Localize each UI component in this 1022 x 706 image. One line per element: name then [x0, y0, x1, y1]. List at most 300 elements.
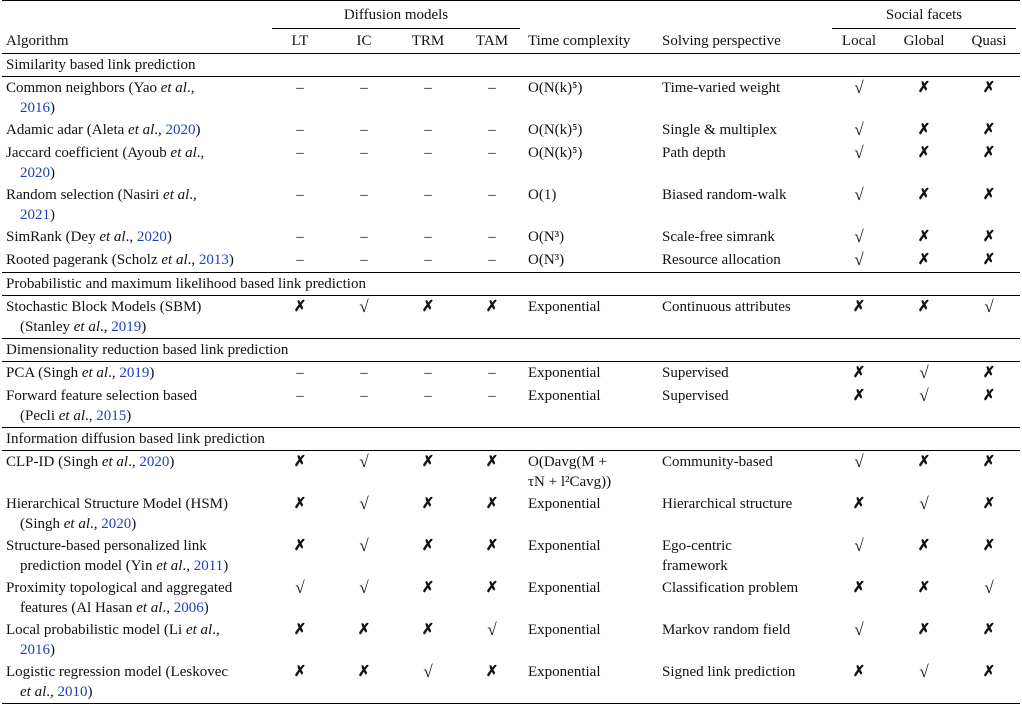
cross-mark-icon: ✗	[293, 454, 307, 470]
algorithm-cell	[2, 249, 268, 273]
local-cell	[828, 661, 890, 704]
tam-cell	[460, 493, 524, 535]
check-mark-icon: √	[854, 536, 864, 555]
local-cell	[828, 385, 890, 428]
time-line-continued	[528, 472, 654, 492]
cross-mark-icon: ✗	[421, 496, 435, 512]
quasi-cell	[958, 577, 1020, 619]
cross-mark-icon: ✗	[293, 496, 307, 512]
time-complexity-cell	[524, 619, 658, 661]
dash-text: –	[424, 252, 432, 268]
algorithm-text: )	[131, 516, 137, 532]
table-row	[2, 535, 1020, 577]
algorithm-text: Rooted pagerank (Scholz	[6, 252, 162, 268]
dash-text: –	[424, 80, 432, 96]
algorithm-text: .,	[46, 684, 58, 700]
col-global: Global	[890, 29, 958, 54]
cross-mark-icon: ✗	[421, 538, 435, 554]
algorithm-cell	[2, 493, 268, 535]
algorithm-text: Common neighbors (Yao	[6, 80, 161, 96]
check-mark-icon: √	[854, 185, 864, 204]
check-mark-icon: √	[854, 250, 864, 269]
global-cell	[890, 142, 958, 184]
et-al-text: et al	[128, 122, 155, 138]
cross-mark-icon: ✗	[485, 580, 499, 596]
dash-text: –	[360, 229, 368, 245]
table-row	[2, 296, 1020, 339]
table-row	[2, 451, 1020, 494]
algorithm-text: Hierarchical Structure Model (HSM)	[6, 496, 229, 512]
solving-perspective-cell	[658, 119, 828, 142]
et-al-text: et al	[156, 558, 183, 574]
social-facets-header: Social facets	[832, 2, 1016, 29]
cross-mark-icon: ✗	[917, 145, 931, 161]
quasi-cell	[958, 619, 1020, 661]
cross-mark-icon: ✗	[982, 664, 996, 680]
global-cell	[890, 296, 958, 339]
cross-mark-icon: ✗	[982, 187, 996, 203]
local-cell	[828, 451, 890, 494]
time-line	[528, 578, 654, 598]
solving-text: Continuous attributes	[662, 299, 791, 315]
dash-text: –	[296, 122, 304, 138]
time-complexity-cell	[524, 142, 658, 184]
algorithm-text: )	[50, 100, 55, 116]
cross-mark-icon: ✗	[982, 80, 996, 96]
check-mark-icon: √	[919, 386, 929, 405]
check-mark-icon: √	[359, 536, 369, 555]
cross-mark-icon: ✗	[485, 496, 499, 512]
quasi-cell	[958, 535, 1020, 577]
table-row	[2, 619, 1020, 661]
tam-cell	[460, 296, 524, 339]
ic-cell	[332, 619, 396, 661]
solving-text: Path depth	[662, 145, 726, 161]
citation-year-link[interactable]: 2021	[20, 207, 50, 223]
section-title: Information diffusion based link prediction	[2, 428, 1020, 451]
section-title: Similarity based link prediction	[2, 54, 1020, 77]
citation-year-link[interactable]: 2020	[165, 122, 196, 138]
algorithm-text: features (Al Hasan	[20, 600, 137, 616]
section-title: Dimensionality reduction based link prediction	[2, 339, 1020, 362]
solving-perspective-cell	[658, 577, 828, 619]
global-cell	[890, 119, 958, 142]
trm-cell	[396, 226, 460, 249]
algorithm-line	[6, 494, 264, 514]
time-complexity-cell	[524, 226, 658, 249]
dash-text: –	[360, 365, 368, 381]
time-complexity-cell	[524, 119, 658, 142]
check-mark-icon: √	[984, 297, 994, 316]
algorithm-line-continued	[6, 317, 264, 337]
check-mark-icon: √	[854, 227, 864, 246]
solving-perspective-cell	[658, 77, 828, 120]
solving-text: Time-varied weight	[662, 80, 781, 96]
local-cell	[828, 577, 890, 619]
time-line	[528, 363, 654, 383]
algorithm-text: )	[149, 365, 155, 381]
et-al-text: et al	[161, 252, 188, 268]
algorithm-line-continued	[6, 640, 264, 660]
check-mark-icon: √	[295, 578, 305, 597]
dash-text: –	[488, 365, 496, 381]
algorithm-text: Structure-based personalized link	[6, 538, 207, 554]
solving-perspective-cell	[658, 362, 828, 386]
cross-mark-icon: ✗	[917, 299, 931, 315]
algorithm-text: .,	[100, 319, 112, 335]
table-row	[2, 385, 1020, 428]
algorithm-text: Logistic regression model (Leskovec	[6, 664, 229, 680]
dash-text: –	[424, 187, 432, 203]
quasi-cell	[958, 296, 1020, 339]
check-mark-icon: √	[359, 578, 369, 597]
time-line	[528, 494, 654, 514]
time-complexity-text: Exponential	[528, 299, 601, 315]
cross-mark-icon: ✗	[421, 580, 435, 596]
time-line	[528, 185, 654, 205]
dash-text: –	[424, 365, 432, 381]
algorithm-text: SimRank (Dey	[6, 229, 100, 245]
local-cell	[828, 619, 890, 661]
algorithm-text: .,	[187, 252, 199, 268]
algorithm-cell	[2, 362, 268, 386]
solving-text: Biased random-walk	[662, 187, 787, 203]
global-cell	[890, 226, 958, 249]
citation-year-link[interactable]: 2011	[193, 558, 224, 574]
trm-cell	[396, 385, 460, 428]
quasi-cell	[958, 77, 1020, 120]
time-line	[528, 143, 654, 163]
algorithm-line	[6, 386, 264, 406]
algorithm-cell	[2, 142, 268, 184]
lt-cell	[268, 249, 332, 273]
citation-year-link[interactable]: 2015	[96, 408, 127, 424]
solving-text: Supervised	[662, 365, 729, 381]
citation-year-link[interactable]: 2006	[173, 600, 204, 616]
algorithm-line-continued	[6, 598, 264, 618]
check-mark-icon: √	[854, 143, 864, 162]
citation-year-link[interactable]: 2020	[136, 229, 167, 245]
cross-mark-icon: ✗	[917, 622, 931, 638]
check-mark-icon: √	[919, 363, 929, 382]
table-row	[2, 493, 1020, 535]
local-cell	[828, 77, 890, 120]
algorithm-text: )	[141, 319, 147, 335]
section-header-row	[2, 339, 1020, 362]
algorithm-text: )	[203, 600, 209, 616]
et-al-text: et al	[99, 229, 126, 245]
algorithm-cell	[2, 661, 268, 704]
cross-mark-icon: ✗	[852, 496, 866, 512]
ic-cell	[332, 493, 396, 535]
col-solving-perspective: Solving perspective	[658, 29, 828, 54]
time-complexity-text: Exponential	[528, 538, 601, 554]
local-cell	[828, 249, 890, 273]
cross-mark-icon: ✗	[982, 538, 996, 554]
tam-cell	[460, 535, 524, 577]
algorithm-line-continued	[6, 682, 264, 702]
solving-perspective-cell	[658, 142, 828, 184]
cross-mark-icon: ✗	[982, 365, 996, 381]
algorithm-text: )	[50, 207, 55, 223]
cross-mark-icon: ✗	[421, 454, 435, 470]
check-mark-icon: √	[487, 620, 497, 639]
cross-mark-icon: ✗	[917, 80, 931, 96]
check-mark-icon: √	[854, 78, 864, 97]
global-cell	[890, 619, 958, 661]
check-mark-icon: √	[919, 662, 929, 681]
dash-text: –	[424, 145, 432, 161]
algorithm-text: Forward feature selection based	[6, 388, 198, 404]
et-al-text: et al	[63, 516, 91, 532]
time-line	[528, 662, 654, 682]
time-complexity-cell	[524, 184, 658, 226]
ic-cell	[332, 142, 396, 184]
dash-text: –	[424, 388, 432, 404]
ic-cell	[332, 77, 396, 120]
citation-year-link[interactable]: 2010	[57, 684, 88, 700]
tam-cell	[460, 451, 524, 494]
lt-cell	[268, 619, 332, 661]
table-row	[2, 142, 1020, 184]
citation-year-link[interactable]: 2020	[20, 165, 50, 181]
trm-cell	[396, 296, 460, 339]
time-complexity-text: O(N(k)⁵)	[528, 145, 583, 161]
et-al-text: et al	[58, 408, 85, 424]
lt-cell	[268, 451, 332, 494]
algorithm-text: )	[50, 165, 55, 181]
solving-perspective-cell	[658, 296, 828, 339]
tam-cell	[460, 77, 524, 120]
cross-mark-icon: ✗	[357, 664, 371, 680]
table-row	[2, 249, 1020, 273]
time-line	[528, 386, 654, 406]
algorithm-text: .,	[189, 187, 197, 203]
cross-mark-icon: ✗	[357, 622, 371, 638]
lt-cell	[268, 296, 332, 339]
algorithm-text: )	[50, 642, 55, 658]
cross-mark-icon: ✗	[982, 496, 996, 512]
time-line	[528, 227, 654, 247]
algorithm-text: .,	[125, 229, 137, 245]
algorithm-line	[6, 578, 264, 598]
global-cell	[890, 77, 958, 120]
check-mark-icon: √	[854, 620, 864, 639]
col-ic: IC	[332, 29, 396, 54]
cross-mark-icon: ✗	[852, 365, 866, 381]
check-mark-icon: √	[359, 452, 369, 471]
citation-year-link[interactable]: 2013	[198, 252, 229, 268]
algorithm-cell	[2, 296, 268, 339]
cross-mark-icon: ✗	[982, 229, 996, 245]
algorithm-cell	[2, 77, 268, 120]
algorithm-text: (Singh	[20, 516, 64, 532]
local-cell	[828, 119, 890, 142]
citation-year-link[interactable]: 2019	[111, 319, 142, 335]
quasi-cell	[958, 142, 1020, 184]
time-complexity-cell	[524, 362, 658, 386]
algorithm-text: .,	[154, 122, 166, 138]
dash-text: –	[296, 388, 304, 404]
citation-year-link[interactable]: 2016	[20, 100, 50, 116]
col-time-complexity: Time complexity	[524, 29, 658, 54]
cross-mark-icon: ✗	[852, 664, 866, 680]
tam-cell	[460, 119, 524, 142]
tam-cell	[460, 661, 524, 704]
citation-year-link[interactable]: 2020	[101, 516, 132, 532]
time-line	[528, 536, 654, 556]
dash-text: –	[360, 388, 368, 404]
cross-mark-icon: ✗	[421, 622, 435, 638]
cross-mark-icon: ✗	[917, 538, 931, 554]
cross-mark-icon: ✗	[852, 580, 866, 596]
local-cell	[828, 296, 890, 339]
algorithm-text: .,	[90, 516, 102, 532]
algorithm-line	[6, 662, 264, 682]
algorithm-line	[6, 297, 264, 317]
cross-mark-icon: ✗	[982, 252, 996, 268]
algorithm-line	[6, 78, 264, 98]
algorithm-text: Local probabilistic model (Li	[6, 622, 186, 638]
cross-mark-icon: ✗	[421, 299, 435, 315]
algorithm-cell	[2, 184, 268, 226]
tam-cell	[460, 619, 524, 661]
time-line	[528, 120, 654, 140]
algorithm-text: .,	[212, 622, 220, 638]
time-complexity-cell	[524, 661, 658, 704]
cross-mark-icon: ✗	[982, 388, 996, 404]
cross-mark-icon: ✗	[293, 664, 307, 680]
cross-mark-icon: ✗	[293, 299, 307, 315]
dash-text: –	[488, 145, 496, 161]
algorithm-text: )	[126, 408, 132, 424]
cross-mark-icon: ✗	[982, 454, 996, 470]
lt-cell	[268, 385, 332, 428]
solving-text: Community-based	[662, 454, 773, 470]
dash-text: –	[488, 122, 496, 138]
algorithm-cell	[2, 619, 268, 661]
algorithm-line-continued	[6, 98, 264, 118]
local-cell	[828, 184, 890, 226]
cross-mark-icon: ✗	[852, 388, 866, 404]
lt-cell	[268, 577, 332, 619]
lt-cell	[268, 142, 332, 184]
lt-cell	[268, 77, 332, 120]
trm-cell	[396, 535, 460, 577]
citation-year-link[interactable]: 2020	[139, 454, 170, 470]
time-line	[528, 620, 654, 640]
col-trm: TRM	[396, 29, 460, 54]
dash-text: –	[488, 252, 496, 268]
cross-mark-icon: ✗	[293, 538, 307, 554]
check-mark-icon: √	[919, 494, 929, 513]
algorithm-text: )	[87, 684, 93, 700]
lt-cell	[268, 184, 332, 226]
tam-cell	[460, 385, 524, 428]
time-complexity-cell	[524, 451, 658, 494]
time-line	[528, 78, 654, 98]
dash-text: –	[424, 122, 432, 138]
algorithm-text: (Stanley	[20, 319, 74, 335]
algorithm-text: PCA (Singh	[6, 365, 82, 381]
time-complexity-text: Exponential	[528, 365, 601, 381]
solving-text: Ego-centric	[662, 538, 732, 554]
algorithm-text: .,	[196, 145, 205, 161]
et-al-text: et al	[101, 454, 129, 470]
ic-cell	[332, 184, 396, 226]
dash-text: –	[360, 145, 368, 161]
citation-year-link[interactable]: 2016	[20, 642, 50, 658]
solving-perspective-cell	[658, 184, 828, 226]
algorithm-text: Stochastic Block Models (SBM)	[6, 299, 202, 315]
time-complexity-cell	[524, 385, 658, 428]
local-cell	[828, 535, 890, 577]
time-complexity-text: O(N(k)⁵)	[528, 122, 583, 138]
solving-text: Resource allocation	[662, 252, 781, 268]
citation-year-link[interactable]: 2019	[119, 365, 150, 381]
check-mark-icon: √	[854, 120, 864, 139]
algorithm-text: )	[228, 252, 234, 268]
solving-perspective-cell	[658, 619, 828, 661]
algorithm-text: .,	[162, 600, 174, 616]
algorithm-text: prediction model (Yin	[20, 558, 157, 574]
algorithm-text: CLP-ID (Singh	[6, 454, 102, 470]
comparison-table	[2, 0, 1020, 706]
local-cell	[828, 142, 890, 184]
cross-mark-icon: ✗	[485, 538, 499, 554]
solving-text: Single & multiplex	[662, 122, 777, 138]
time-complexity-text: Exponential	[528, 622, 601, 638]
quasi-cell	[958, 226, 1020, 249]
et-al-text: et al	[81, 365, 109, 381]
table-row	[2, 362, 1020, 386]
cross-mark-icon: ✗	[917, 187, 931, 203]
dash-text: –	[296, 252, 304, 268]
dash-text: –	[296, 365, 304, 381]
algorithm-line-continued	[6, 205, 264, 225]
time-complexity-text: Exponential	[528, 580, 601, 596]
dash-text: –	[360, 122, 368, 138]
trm-cell	[396, 451, 460, 494]
dash-text: –	[360, 80, 368, 96]
col-local: Local	[828, 29, 890, 54]
global-cell	[890, 577, 958, 619]
dash-text: –	[488, 388, 496, 404]
diffusion-models-header: Diffusion models	[272, 2, 520, 29]
time-complexity-cell	[524, 249, 658, 273]
et-al-text: et al	[163, 187, 190, 203]
solving-perspective-cell	[658, 451, 828, 494]
ic-cell	[332, 661, 396, 704]
time-complexity-text: Exponential	[528, 496, 601, 512]
cross-mark-icon: ✗	[917, 229, 931, 245]
table-row	[2, 661, 1020, 704]
cross-mark-icon: ✗	[485, 664, 499, 680]
section-header-row	[2, 54, 1020, 77]
time-complexity-text: O(N³)	[528, 252, 565, 268]
dash-text: –	[424, 229, 432, 245]
quasi-cell	[958, 493, 1020, 535]
et-al-text: et al	[73, 319, 100, 335]
algorithm-text: Adamic adar (Aleta	[6, 122, 129, 138]
cross-mark-icon: ✗	[485, 454, 499, 470]
algorithm-line	[6, 452, 264, 472]
table-row	[2, 226, 1020, 249]
section-header-row	[2, 428, 1020, 451]
trm-cell	[396, 577, 460, 619]
col-tam: TAM	[460, 29, 524, 54]
ic-cell	[332, 249, 396, 273]
